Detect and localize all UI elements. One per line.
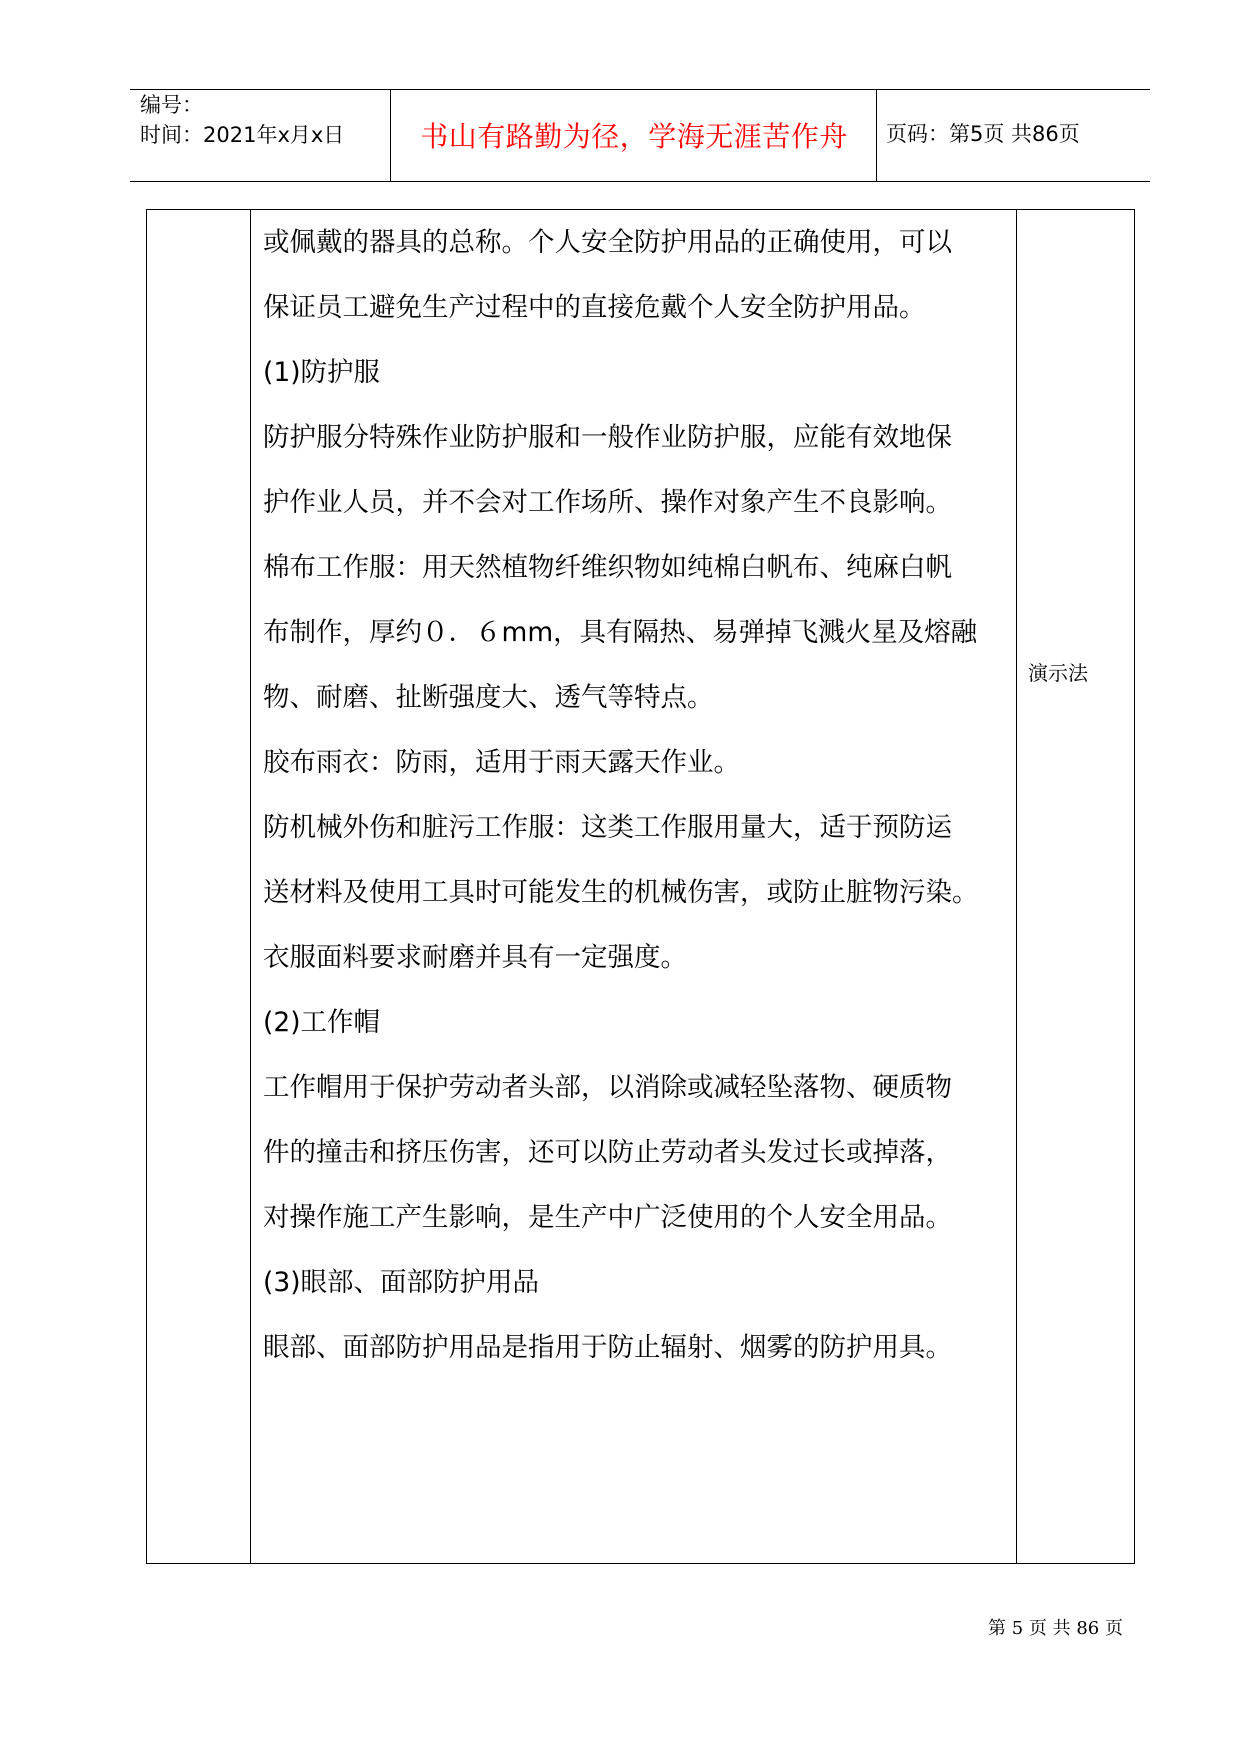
header-info [140, 90, 390, 150]
header-divider-left [390, 89, 391, 181]
content-line: 送材料及使用工具时可能发生的机械伤害，或防止脏物污染。 [263, 877, 979, 908]
content-line: 布制作，厚约０．６mm，具有隔热、易弹掉飞溅火星及熔融 [263, 617, 978, 648]
content-line: 防机械外伤和脏污工作服：这类工作服用量大，适于预防运 [263, 812, 952, 843]
section-heading: (2)工作帽 [263, 1007, 381, 1038]
header-bottom-rule [130, 181, 1150, 182]
content-line: 对操作施工产生影响，是生产中广泛使用的个人安全用品。 [263, 1202, 952, 1233]
content-line: 胶布雨衣：防雨，适用于雨天露天作业。 [263, 747, 740, 778]
content-line: 保证员工避免生产过程中的直接危戴个人安全防护用品。 [263, 292, 926, 323]
table-divider-1 [250, 209, 251, 1564]
content-line: 物、耐磨、扯断强度大、透气等特点。 [263, 682, 714, 713]
content-line: 工作帽用于保护劳动者头部，以消除或减轻坠落物、硬质物 [263, 1072, 952, 1103]
section-heading: (1)防护服 [263, 357, 381, 388]
page-footer: 第 5 页 共 86 页 [988, 1618, 1123, 1639]
content-line: 防护服分特殊作业防护服和一般作业防护服，应能有效地保 [263, 422, 952, 453]
content-line: 护作业人员，并不会对工作场所、操作对象产生不良影响。 [263, 487, 952, 518]
content-line: 件的撞击和挤压伤害，还可以防止劳动者头发过长或掉落， [263, 1137, 952, 1168]
content-line: 或佩戴的器具的总称。个人安全防护用品的正确使用，可以 [263, 227, 952, 258]
code-label: 编号： [140, 93, 203, 117]
header-motto: 书山有路勤为径，学海无涯苦作舟 [420, 120, 848, 153]
time-label: 时间：2021年x月x日 [140, 123, 345, 147]
section-heading: (3)眼部、面部防护用品 [263, 1267, 540, 1298]
header-divider-right [876, 89, 877, 181]
content-line: 衣服面料要求耐磨并具有一定强度。 [263, 942, 687, 973]
content-line: 棉布工作服：用天然植物纤维织物如纯棉白帆布、纯麻白帆 [263, 552, 952, 583]
header-page-info: 页码：第5页 共86页 [886, 122, 1080, 146]
content-text [263, 209, 1023, 1380]
teaching-method: 演示法 [1028, 661, 1088, 685]
content-line: 眼部、面部防护用品是指用于防止辐射、烟雾的防护用具。 [263, 1332, 952, 1363]
